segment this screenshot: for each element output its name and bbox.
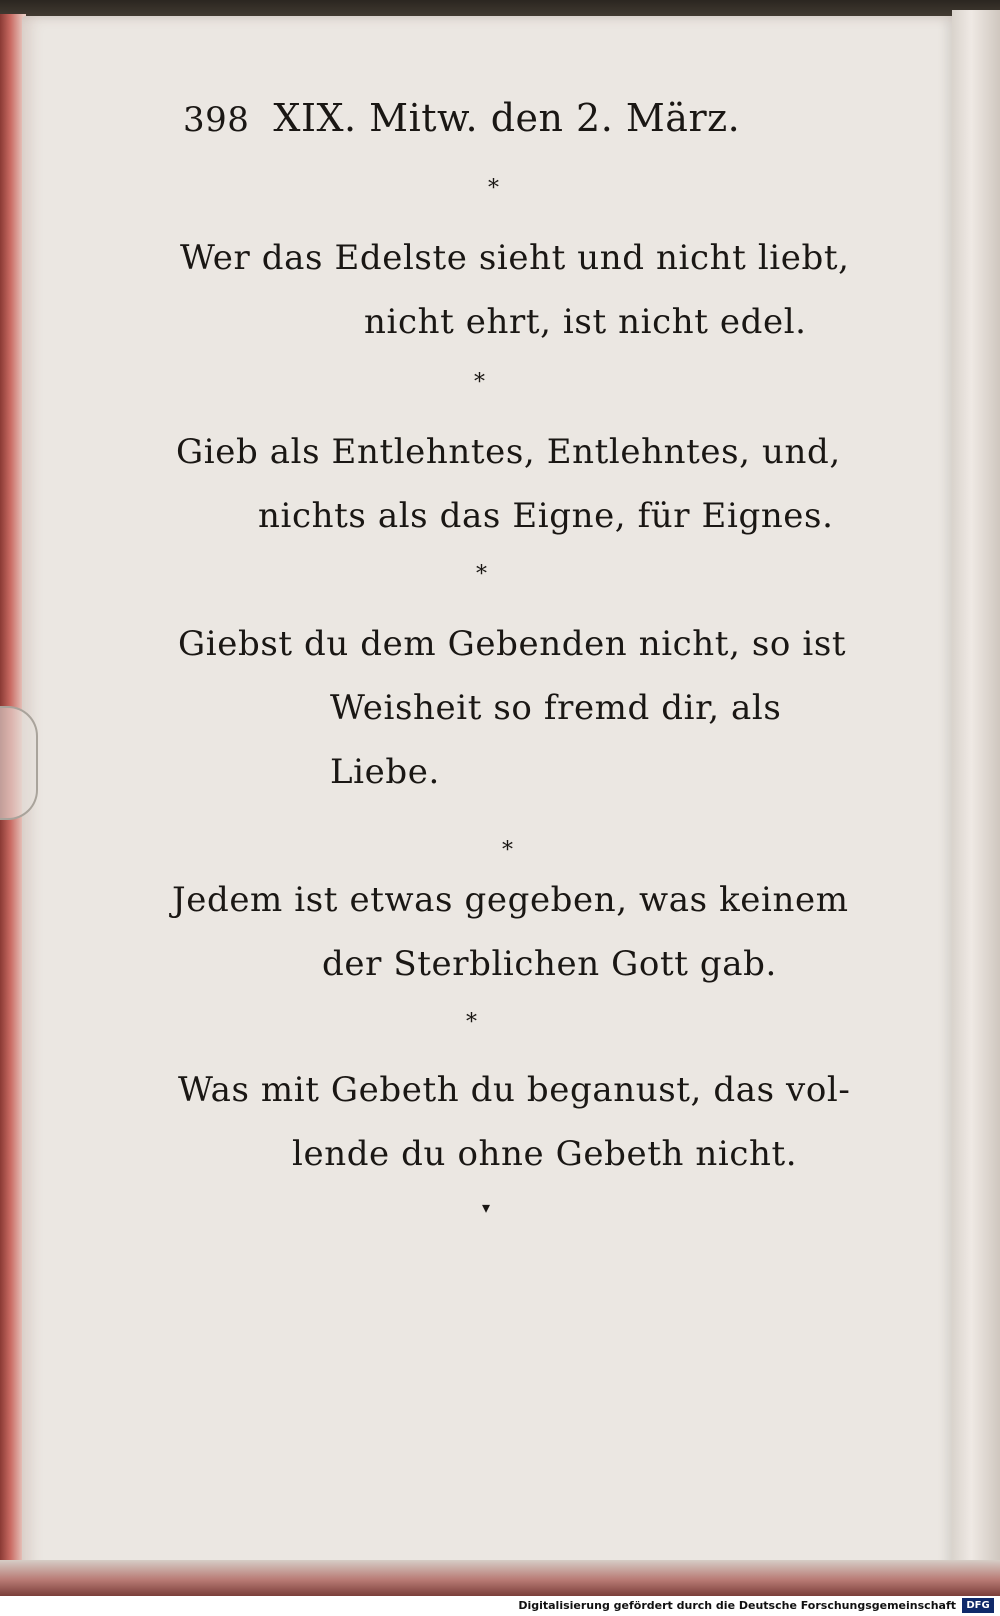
separator-star: *: [474, 370, 485, 395]
verse-3-line-2: Weisheit so fremd dir, als: [330, 688, 782, 728]
page-heading: [183, 96, 740, 140]
page-number: 398: [183, 100, 250, 140]
verse-1-line-2: nicht ehrt, ist nicht edel.: [364, 302, 807, 342]
verse-2-line-2: nichts als das Eigne, für Eignes.: [258, 496, 834, 536]
verse-1-line-1: Wer das Edelste sieht und nicht liebt,: [180, 238, 850, 278]
page-clip: [0, 706, 38, 820]
book-bottom-edge: [0, 1560, 1000, 1600]
verse-4-line-1: Jedem ist etwas gegeben, was keinem: [172, 880, 849, 920]
verse-4-line-2: der Sterblichen Gott gab.: [322, 944, 777, 984]
separator-star: *: [502, 838, 513, 863]
verse-5-line-2: lende du ohne Gebeth nicht.: [292, 1134, 798, 1174]
dfg-logo: DFG: [962, 1598, 994, 1613]
verse-3-line-3: Liebe.: [330, 752, 440, 792]
separator-star: *: [488, 176, 499, 201]
verse-2-line-1: Gieb als Entlehntes, Entlehntes, und,: [176, 432, 841, 472]
separator-star: *: [466, 1010, 477, 1035]
book-fore-edge: [952, 10, 1000, 1590]
page-title: XIX. Mitw. den 2. März.: [273, 96, 741, 140]
bottom-mark: ▾: [482, 1198, 491, 1217]
separator-star: *: [476, 562, 487, 587]
footer-credit: Digitalisierung gefördert durch die Deutsche Forschungsgemeinschaft: [518, 1599, 956, 1612]
verse-5-line-1: Was mit Gebeth du beganust, das vol-: [178, 1070, 851, 1110]
verse-3-line-1: Giebst du dem Gebenden nicht, so ist: [178, 624, 847, 664]
